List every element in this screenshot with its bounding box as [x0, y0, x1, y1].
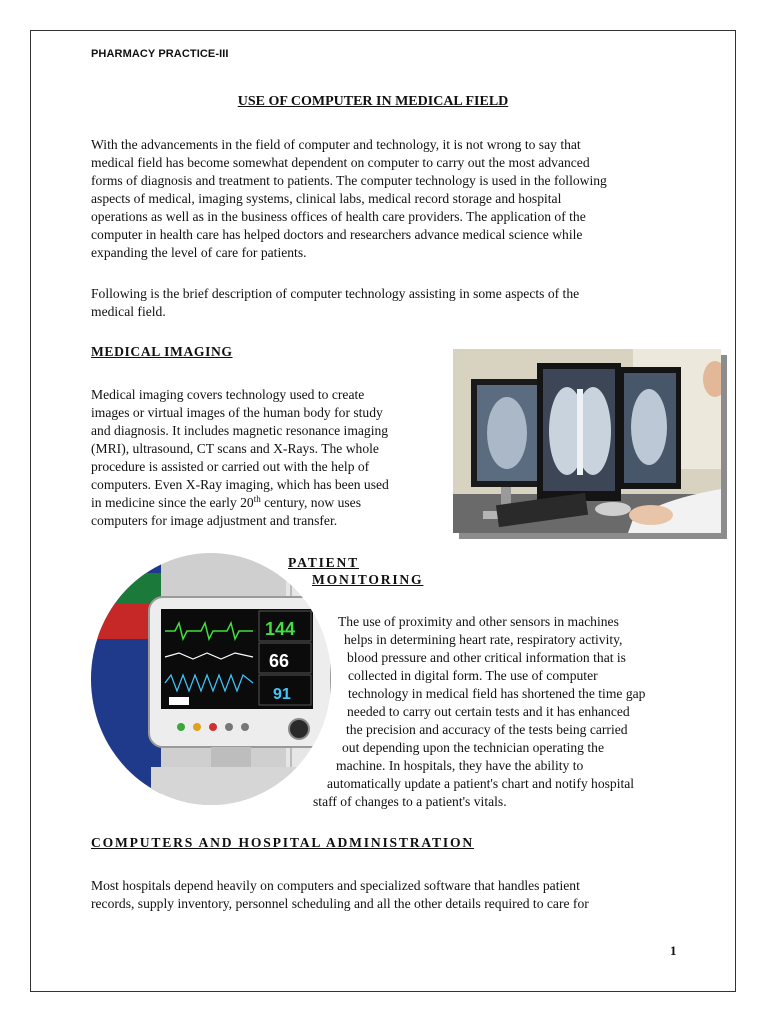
- text-line: aspects of medical, imaging systems, clinical labs, medical record storage and hospital: [91, 191, 562, 206]
- text-line: needed to carry out certain tests and it has enhanced: [347, 704, 630, 719]
- text-line: and diagnosis. It includes magnetic resonance imaging: [91, 423, 389, 438]
- text-line: computers for image adjustment and transfer.: [91, 513, 338, 528]
- text-fragment: century, now uses: [260, 495, 361, 510]
- intro-paragraph: [91, 136, 607, 262]
- text-line: computers. Even X-Ray imaging, which has been used: [91, 477, 389, 492]
- following-paragraph: [91, 285, 579, 321]
- text-line: Most hospitals depend heavily on computers and specialized software that handles patient: [91, 878, 580, 893]
- patient-monitoring-heading-line1: PATIENT: [288, 555, 360, 570]
- text-fragment: in medicine since the early 20: [91, 495, 254, 510]
- patient-monitor-photo: [91, 553, 331, 805]
- text-line: [91, 494, 389, 512]
- text-line: machine. In hospitals, they have the ability to: [336, 758, 584, 773]
- text-line: collected in digital form. The use of computer: [348, 668, 598, 683]
- text-line: blood pressure and other critical information that is: [347, 650, 626, 665]
- xray-monitors-photo: [453, 349, 721, 533]
- patient-monitor-illustration: [91, 553, 331, 805]
- superscript: th: [253, 494, 261, 504]
- text-line: The use of proximity and other sensors in machines: [338, 614, 619, 629]
- patient-monitoring-heading-line2: MONITORING: [312, 572, 424, 587]
- text-line: forms of diagnosis and treatment to patients. The computer technology is used in the following: [91, 173, 607, 188]
- heart-rate-readout: 144: [265, 619, 296, 639]
- respiration-readout: 66: [269, 651, 290, 671]
- medical-imaging-paragraph: [91, 386, 389, 530]
- text-line: images or virtual images of the human body for study: [91, 405, 383, 420]
- text-line: automatically update a patient's chart and notify hospital: [327, 776, 635, 791]
- text-line: the precision and accuracy of the tests being carried: [346, 722, 628, 737]
- text-line: records, supply inventory, personnel scheduling and all the other details required to care for: [91, 896, 589, 911]
- page-header: PHARMACY PRACTICE-III: [91, 48, 229, 60]
- text-line: medical field has become somewhat dependent on computer to carry out the most advanced: [91, 155, 590, 170]
- document-title: USE OF COMPUTER IN MEDICAL FIELD: [237, 94, 509, 109]
- text-line: computer in health care has helped doctors and researchers advance medical science while: [91, 227, 583, 242]
- hospital-admin-heading: COMPUTERS AND HOSPITAL ADMINISTRATION: [91, 835, 474, 850]
- text-line: out depending upon the technician operating the: [342, 740, 604, 755]
- text-line: (MRI), ultrasound, CT scans and X-Rays. The whole: [91, 441, 379, 456]
- xray-monitors-illustration: [453, 349, 721, 533]
- medical-imaging-heading: MEDICAL IMAGING: [91, 344, 233, 359]
- spo2-readout: 91: [273, 686, 291, 703]
- page-number: 1: [670, 943, 677, 958]
- text-line: staff of changes to a patient's vitals.: [313, 794, 507, 809]
- text-line: With the advancements in the field of computer and technology, it is not wrong to say that: [91, 137, 581, 152]
- text-line: Medical imaging covers technology used to create: [91, 387, 365, 402]
- text-line: medical field.: [91, 304, 166, 319]
- text-line: helps in determining heart rate, respiratory activity,: [344, 632, 623, 647]
- text-line: Following is the brief description of computer technology assisting in some aspects of the: [91, 286, 580, 301]
- text-line: expanding the level of care for patients.: [91, 245, 307, 260]
- text-line: procedure is assisted or carried out with the help of: [91, 459, 370, 474]
- text-line: operations as well as in the business offices of health care providers. The application of the: [91, 209, 586, 224]
- text-line: technology in medical field has shortened the time gap: [348, 686, 646, 701]
- hospital-admin-paragraph: [91, 877, 589, 913]
